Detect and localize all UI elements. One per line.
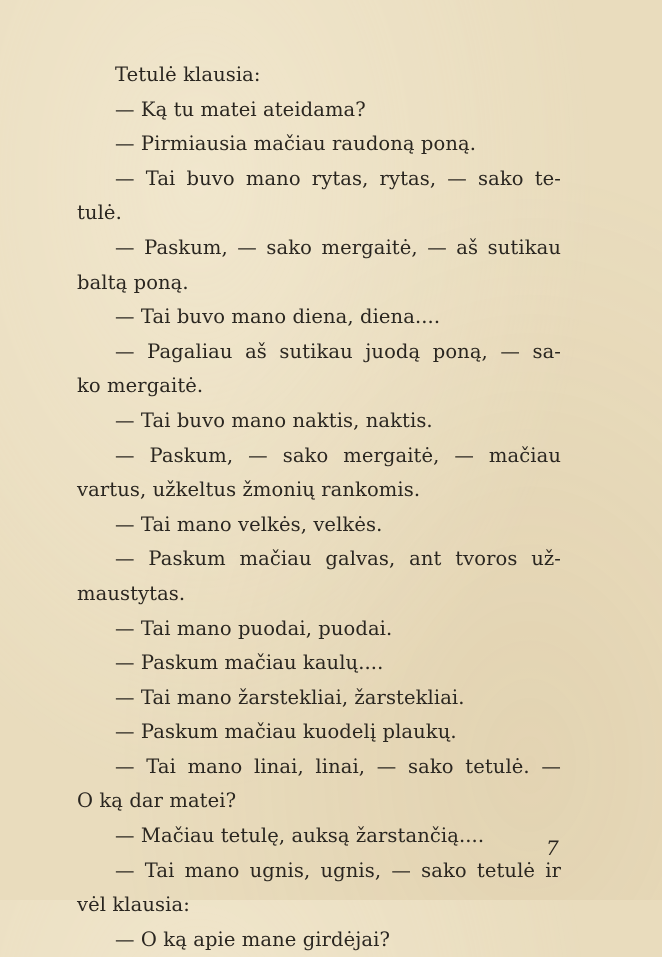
text-line: — Tai mano puodai, puodai. <box>115 616 393 640</box>
text-line: — Pirmiausia mačiau raudoną poną. <box>115 132 477 156</box>
text-line: — Tai buvo mano diena, diena.... <box>115 305 441 329</box>
text-line: ko mergaitė. <box>77 374 204 398</box>
page-text <box>77 58 561 957</box>
text-line: — Tai mano linai, linai, — sako tetulė. — <box>115 754 561 778</box>
text-line: — Pagaliau aš sutikau juodą poną, — sa- <box>115 339 561 363</box>
text-line: — Ką tu matei ateidama? <box>115 97 366 121</box>
text-line: — Paskum, — sako mergaitė, — aš sutikau <box>115 235 561 259</box>
text-line: — Paskum mačiau galvas, ant tvoros už- <box>115 547 561 571</box>
text-line: baltą poną. <box>77 270 189 294</box>
text-line: tulė. <box>77 201 122 225</box>
text-line: O ką dar matei? <box>77 789 237 813</box>
text-line: — Tai mano ugnis, ugnis, — sako tetulė ir <box>115 858 561 882</box>
page-number: 7 <box>546 836 559 860</box>
text-line: — Tai buvo mano rytas, rytas, — sako te- <box>115 166 561 190</box>
text-line: maustytas. <box>77 581 186 605</box>
text-line: vėl klausia: <box>77 893 190 917</box>
text-line: — Tai buvo mano naktis, naktis. <box>115 408 433 432</box>
text-line: Tetulė klausia: <box>115 63 261 86</box>
text-line: — Paskum, — sako mergaitė, — mačiau <box>115 443 561 467</box>
text-line: — O ką apie mane girdėjai? <box>115 927 391 951</box>
text-line: — Mačiau tetulę, auksą žarstančią.... <box>115 824 485 848</box>
text-line: — Paskum mačiau kuodelį plaukų. <box>115 720 457 744</box>
text-line: vartus, užkeltus žmonių rankomis. <box>77 478 421 502</box>
text-line: — Paskum mačiau kaulų.... <box>115 651 384 675</box>
text-line: — Tai mano žarstekliai, žarstekliai. <box>115 685 465 709</box>
text-line: — Tai mano velkės, velkės. <box>115 512 383 536</box>
